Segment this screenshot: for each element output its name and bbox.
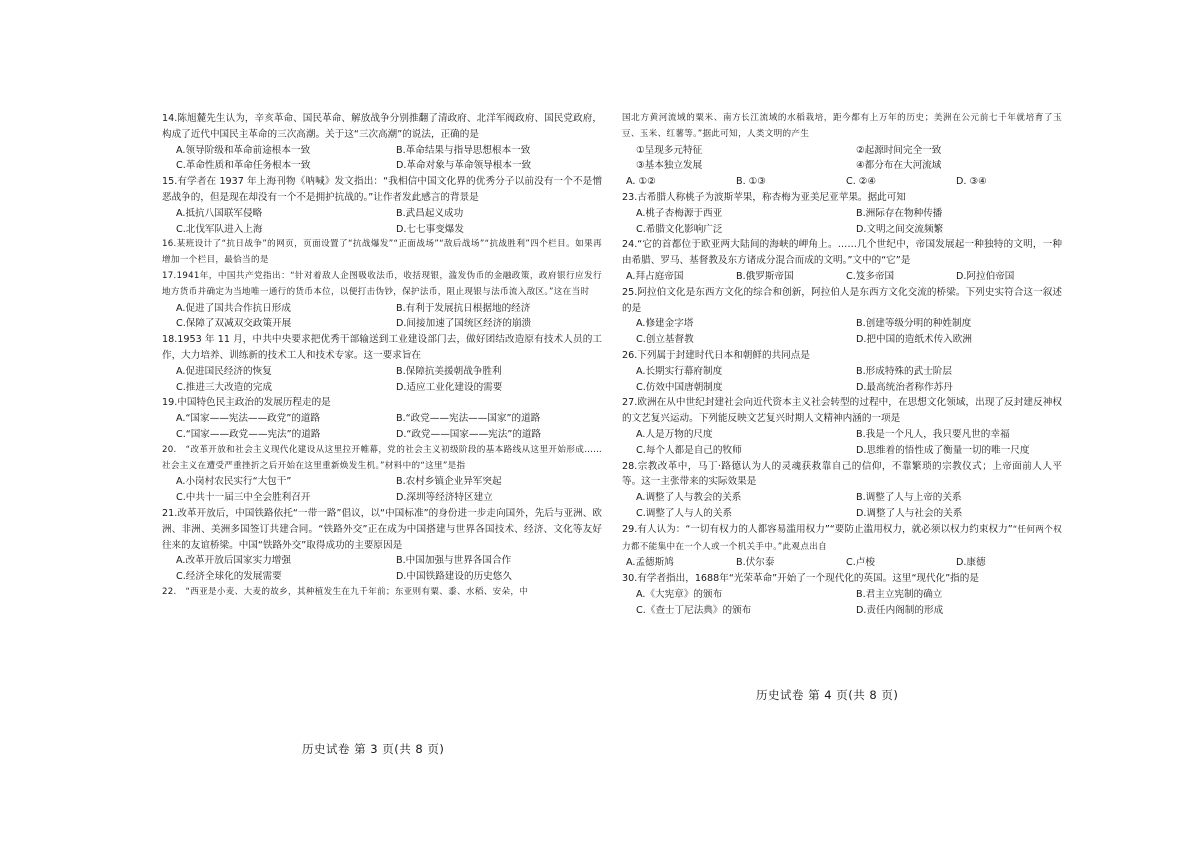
page-footer-4: 历史试卷 第 4 页(共 8 页) xyxy=(756,688,899,702)
question-stem: 国北方黄河流域的粟米、南方长江流域的水稻栽培，距今都有上万年的历史；美洲在公元前七千年就培育了玉豆、玉米、红薯等。”据此可知，人类文明的产生 xyxy=(622,113,1062,139)
option-a: A.桃子杏梅源于西亚 xyxy=(636,207,723,219)
question-stem: 16.某班设计了“抗日战争”的网页，页面设置了“抗战爆发”“正面战场”“敌后战场”“抗战胜利”四个栏目。如果再增加一个栏目，最恰当的是 xyxy=(162,239,602,266)
option-b: B.“政党——宪法——国家”的道路 xyxy=(396,413,541,425)
option-a: A.孟德斯鸠 xyxy=(626,557,674,569)
option-b: B.革命结果与指导思想根本一致 xyxy=(396,144,531,156)
option-d: D.最高统治者称作苏丹 xyxy=(856,381,953,393)
option-d: D.把中国的造纸术传入欧洲 xyxy=(856,334,972,346)
question-17 xyxy=(162,269,602,332)
question-15 xyxy=(162,174,602,237)
option-c: C.《查士丁尼法典》的颁布 xyxy=(636,604,752,616)
option-b: B.中国加强与世界各国合作 xyxy=(396,555,512,567)
option-b: B.武昌起义成功 xyxy=(396,207,464,219)
option-d: D.“政党——国家——宪法”的道路 xyxy=(396,428,542,440)
question-28 xyxy=(622,459,1062,522)
option-a: A.促进了国共合作抗日形成 xyxy=(176,302,291,314)
question-stem: 22. “西亚是小麦、大麦的故乡，其种植发生在九千年前；东亚则有粟、黍、水稻、安朵，中 xyxy=(162,586,529,597)
option-b: B.保障抗美援朝战争胜利 xyxy=(396,365,502,377)
option-b: B.创建等级分明的种姓制度 xyxy=(856,318,972,330)
page-footer-3: 历史试卷 第 3 页(共 8 页) xyxy=(302,742,445,756)
question-stem-part1: 29.有人认为：“一切有权力的人都容易滥用权力”“要防止滥用权力，就必须以权力约束权力” xyxy=(622,523,1013,535)
option-b: B.调整了人与上帝的关系 xyxy=(856,492,962,504)
options xyxy=(162,364,602,396)
options xyxy=(622,316,1062,348)
statement-1: ①呈现多元特征 xyxy=(636,144,703,156)
question-24 xyxy=(622,237,1062,284)
option-c: C.革命性质和革命任务根本一致 xyxy=(176,160,311,172)
options xyxy=(162,411,602,443)
options xyxy=(622,555,1062,571)
option-a: A.领导阶级和革命前途根本一致 xyxy=(176,144,311,156)
option-c: C.经济全球化的发展需要 xyxy=(176,571,282,583)
question-stem: 28.宗教改革中，马丁·路德认为人的灵魂获救靠自己的信仰，不靠繁琐的宗教仪式；上帝面前人人平等。这一主张带来的实际效果是 xyxy=(622,460,1062,488)
page-4-column xyxy=(622,111,1062,619)
statement-4: ④都分布在大河流域 xyxy=(856,160,942,172)
option-c: C.保障了双减双交政策开展 xyxy=(176,318,292,330)
options xyxy=(622,587,1062,619)
options xyxy=(622,269,1062,285)
question-22-continued xyxy=(622,111,1062,190)
option-a: A.长期实行幕府制度 xyxy=(636,365,723,377)
option-c: C.每个人都是自己的牧师 xyxy=(636,444,742,456)
option-a: A.人是万物的尺度 xyxy=(636,428,713,440)
option-d: D.康德 xyxy=(956,557,986,569)
option-c: C. ②④ xyxy=(846,176,876,188)
question-16 xyxy=(162,237,602,269)
question-stem: 24.“它的首都位于欧亚两大陆间的海峡的岬角上。……几个世纪中，帝国发展起一种独特的文明，一种由希腊、罗马、基督教及东方诸成分混合而成的文明。”文中的“它”是 xyxy=(622,239,1062,267)
option-d: D.思维着的悟性成了衡量一切的唯一尺度 xyxy=(856,444,1030,456)
option-a: A.小岗村农民实行“大包干” xyxy=(176,476,292,488)
question-stem: 17.1941年，中国共产党指出：“针对着敌人企图吸收法币，收括现银，滥发伪币的金融政策，政府银行应发行地方货币并确定为当地唯一通行的货币本位，以便打击伪钞，保护法币，阻止现银与法币流入敌区。”这在当时 xyxy=(162,270,602,297)
question-stem: 19.中国特色民主政治的发展历程走的是 xyxy=(162,397,331,409)
option-c: C.北伐军队进入上海 xyxy=(176,223,263,235)
option-d: D.间接加速了国统区经济的崩溃 xyxy=(396,318,532,330)
option-b: B.形成特殊的武士阶层 xyxy=(856,365,952,377)
option-b: B.君主立宪制的确立 xyxy=(856,588,943,600)
options xyxy=(622,206,1062,238)
option-c: C.中共十一届三中全会胜利召开 xyxy=(176,492,311,504)
option-b: B.我是一个凡人，我只要凡世的幸福 xyxy=(856,428,1010,440)
question-29 xyxy=(622,522,1062,571)
option-c: C.“国家——政党——宪法”的道路 xyxy=(176,428,321,440)
option-a: A.《大宪章》的颁布 xyxy=(636,588,723,600)
question-stem: 20. “改革开放和社会主义现代化建设从这里拉开帷幕，党的社会主义初级阶段的基本路线从这里开始形成……社会主义在遭受严重挫折之后开始在这里重新焕发生机。”材料中的“这里”是指 xyxy=(162,444,602,471)
option-a: A.调整了人与教会的关系 xyxy=(636,492,742,504)
option-b: B.农村乡镇企业异军突起 xyxy=(396,476,502,488)
options xyxy=(162,553,602,585)
option-d: D. ③④ xyxy=(956,176,987,188)
question-stem: 18.1953 年 11 月，中共中央要求把优秀干部输送到工业建设部门去，做好团结改造原有技术人员的工作，大力培养、训练新的技术工人和技术专家。这一要求旨在 xyxy=(162,334,602,361)
question-stem: 14.陈旭麓先生认为，辛亥革命、国民革命、解放战争分别推翻了清政府、北洋军阀政府、国民党政府，构成了近代中国民主革命的三次高潮。关于这“三次高潮”的说法，正确的是 xyxy=(162,113,602,140)
option-c: C.创立基督教 xyxy=(636,334,694,346)
question-stem: 30.有学者指出，1688年“光荣革命”开始了一个现代化的英国。这里“现代化”指的是 xyxy=(622,573,979,585)
question-stem: 21.改革开放后，中国铁路依托“一带一路”倡议，以“中国标准”的身份进一步走向国外，先后与亚洲、欧洲、非洲、美洲多国签订共建合同。“铁路外交”正在成为中国搭建与世界各国技术、经济、文化等友好往来的友谊桥梁。中国“铁路外交”取得成功的主要原因是 xyxy=(162,507,602,551)
option-c: C.卢梭 xyxy=(846,557,875,569)
question-23 xyxy=(622,190,1062,237)
option-a: A.促进国民经济的恢复 xyxy=(176,365,272,377)
option-d: D.调整了人与社会的关系 xyxy=(856,507,963,519)
option-b: B.伏尔泰 xyxy=(736,557,775,569)
option-c: C.调整了人与人的关系 xyxy=(636,507,733,519)
question-stem: 23.古希腊人称桃子为波斯苹果，称杏梅为亚美尼亚苹果。据此可知 xyxy=(622,191,906,203)
page-3-column xyxy=(162,111,602,601)
question-stem: 25.阿拉伯文化是东西方文化的综合和创新，阿拉伯人是东西方文化交流的桥梁。下列史实符合这一叙述的是 xyxy=(622,286,1062,314)
option-c: C.笈多帝国 xyxy=(846,270,895,282)
question-19 xyxy=(162,395,602,442)
question-stem xyxy=(622,522,1062,556)
question-stem: 15.有学者在 1937 年上海刊物《呐喊》发文指出：“我相信中国文化界的优秀分子以前没有一个不是憎恶战争的，但是现在却没有一个不是拥护抗战的。”让作者发此感言的背景是 xyxy=(162,176,602,203)
options xyxy=(162,143,602,175)
question-30 xyxy=(622,571,1062,618)
question-18 xyxy=(162,332,602,395)
option-a: A.抵抗八国联军侵略 xyxy=(176,207,263,219)
option-b: B.有利于发展抗日根据地的经济 xyxy=(396,302,531,314)
option-a: A.改革开放后国家实力增强 xyxy=(176,555,291,567)
question-20 xyxy=(162,443,602,506)
options xyxy=(622,427,1062,459)
options xyxy=(162,301,602,333)
option-b: B. ①③ xyxy=(736,176,766,188)
option-b: B.洲际存在物种传播 xyxy=(856,207,943,219)
options xyxy=(622,174,1062,190)
option-a: A.“国家——宪法——政党”的道路 xyxy=(176,413,321,425)
options xyxy=(622,364,1062,396)
option-d: D.适应工业化建设的需要 xyxy=(396,381,503,393)
question-stem-part2: “任何两个权力都不能集中在一个人或一个机关手中。”此观点出自 xyxy=(622,524,1062,552)
question-25 xyxy=(622,285,1062,348)
options xyxy=(622,490,1062,522)
question-27 xyxy=(622,395,1062,458)
option-c: C.希腊文化影响广泛 xyxy=(636,223,723,235)
question-stem: 26.下列属于封建时代日本和朝鲜的共同点是 xyxy=(622,349,810,361)
options xyxy=(162,474,602,506)
option-d: D.革命对象与革命领导根本一致 xyxy=(396,160,532,172)
option-d: D.深圳等经济特区建立 xyxy=(396,492,493,504)
question-stem: 27.欧洲在从中世纪封建社会向近代资本主义社会转型的过程中，在思想文化领域，出现了反封建反神权的文艺复兴运动。下列能反映文艺复兴时期人文精神内涵的一项是 xyxy=(622,397,1062,425)
question-14 xyxy=(162,111,602,174)
option-d: D.责任内阁制的形成 xyxy=(856,604,944,616)
option-a: A. ①② xyxy=(626,176,656,188)
option-d: D.阿拉伯帝国 xyxy=(956,270,1015,282)
statement-3: ③基本独立发展 xyxy=(636,160,703,172)
statements xyxy=(622,143,1062,175)
option-d: D.中国铁路建设的历史悠久 xyxy=(396,571,512,583)
option-d: D.七七事变爆发 xyxy=(396,223,464,235)
option-c: C.推进三大改造的完成 xyxy=(176,381,273,393)
statement-2: ②起源时间完全一致 xyxy=(856,144,942,156)
question-26 xyxy=(622,348,1062,395)
option-a: A.拜占庭帝国 xyxy=(626,270,684,282)
options xyxy=(162,206,602,238)
question-22 xyxy=(162,585,602,601)
option-d: D.文明之间交流频繁 xyxy=(856,223,944,235)
option-a: A.修建金字塔 xyxy=(636,318,694,330)
option-c: C.仿效中国唐朝制度 xyxy=(636,381,723,393)
question-21 xyxy=(162,506,602,585)
option-b: B.俄罗斯帝国 xyxy=(736,270,794,282)
